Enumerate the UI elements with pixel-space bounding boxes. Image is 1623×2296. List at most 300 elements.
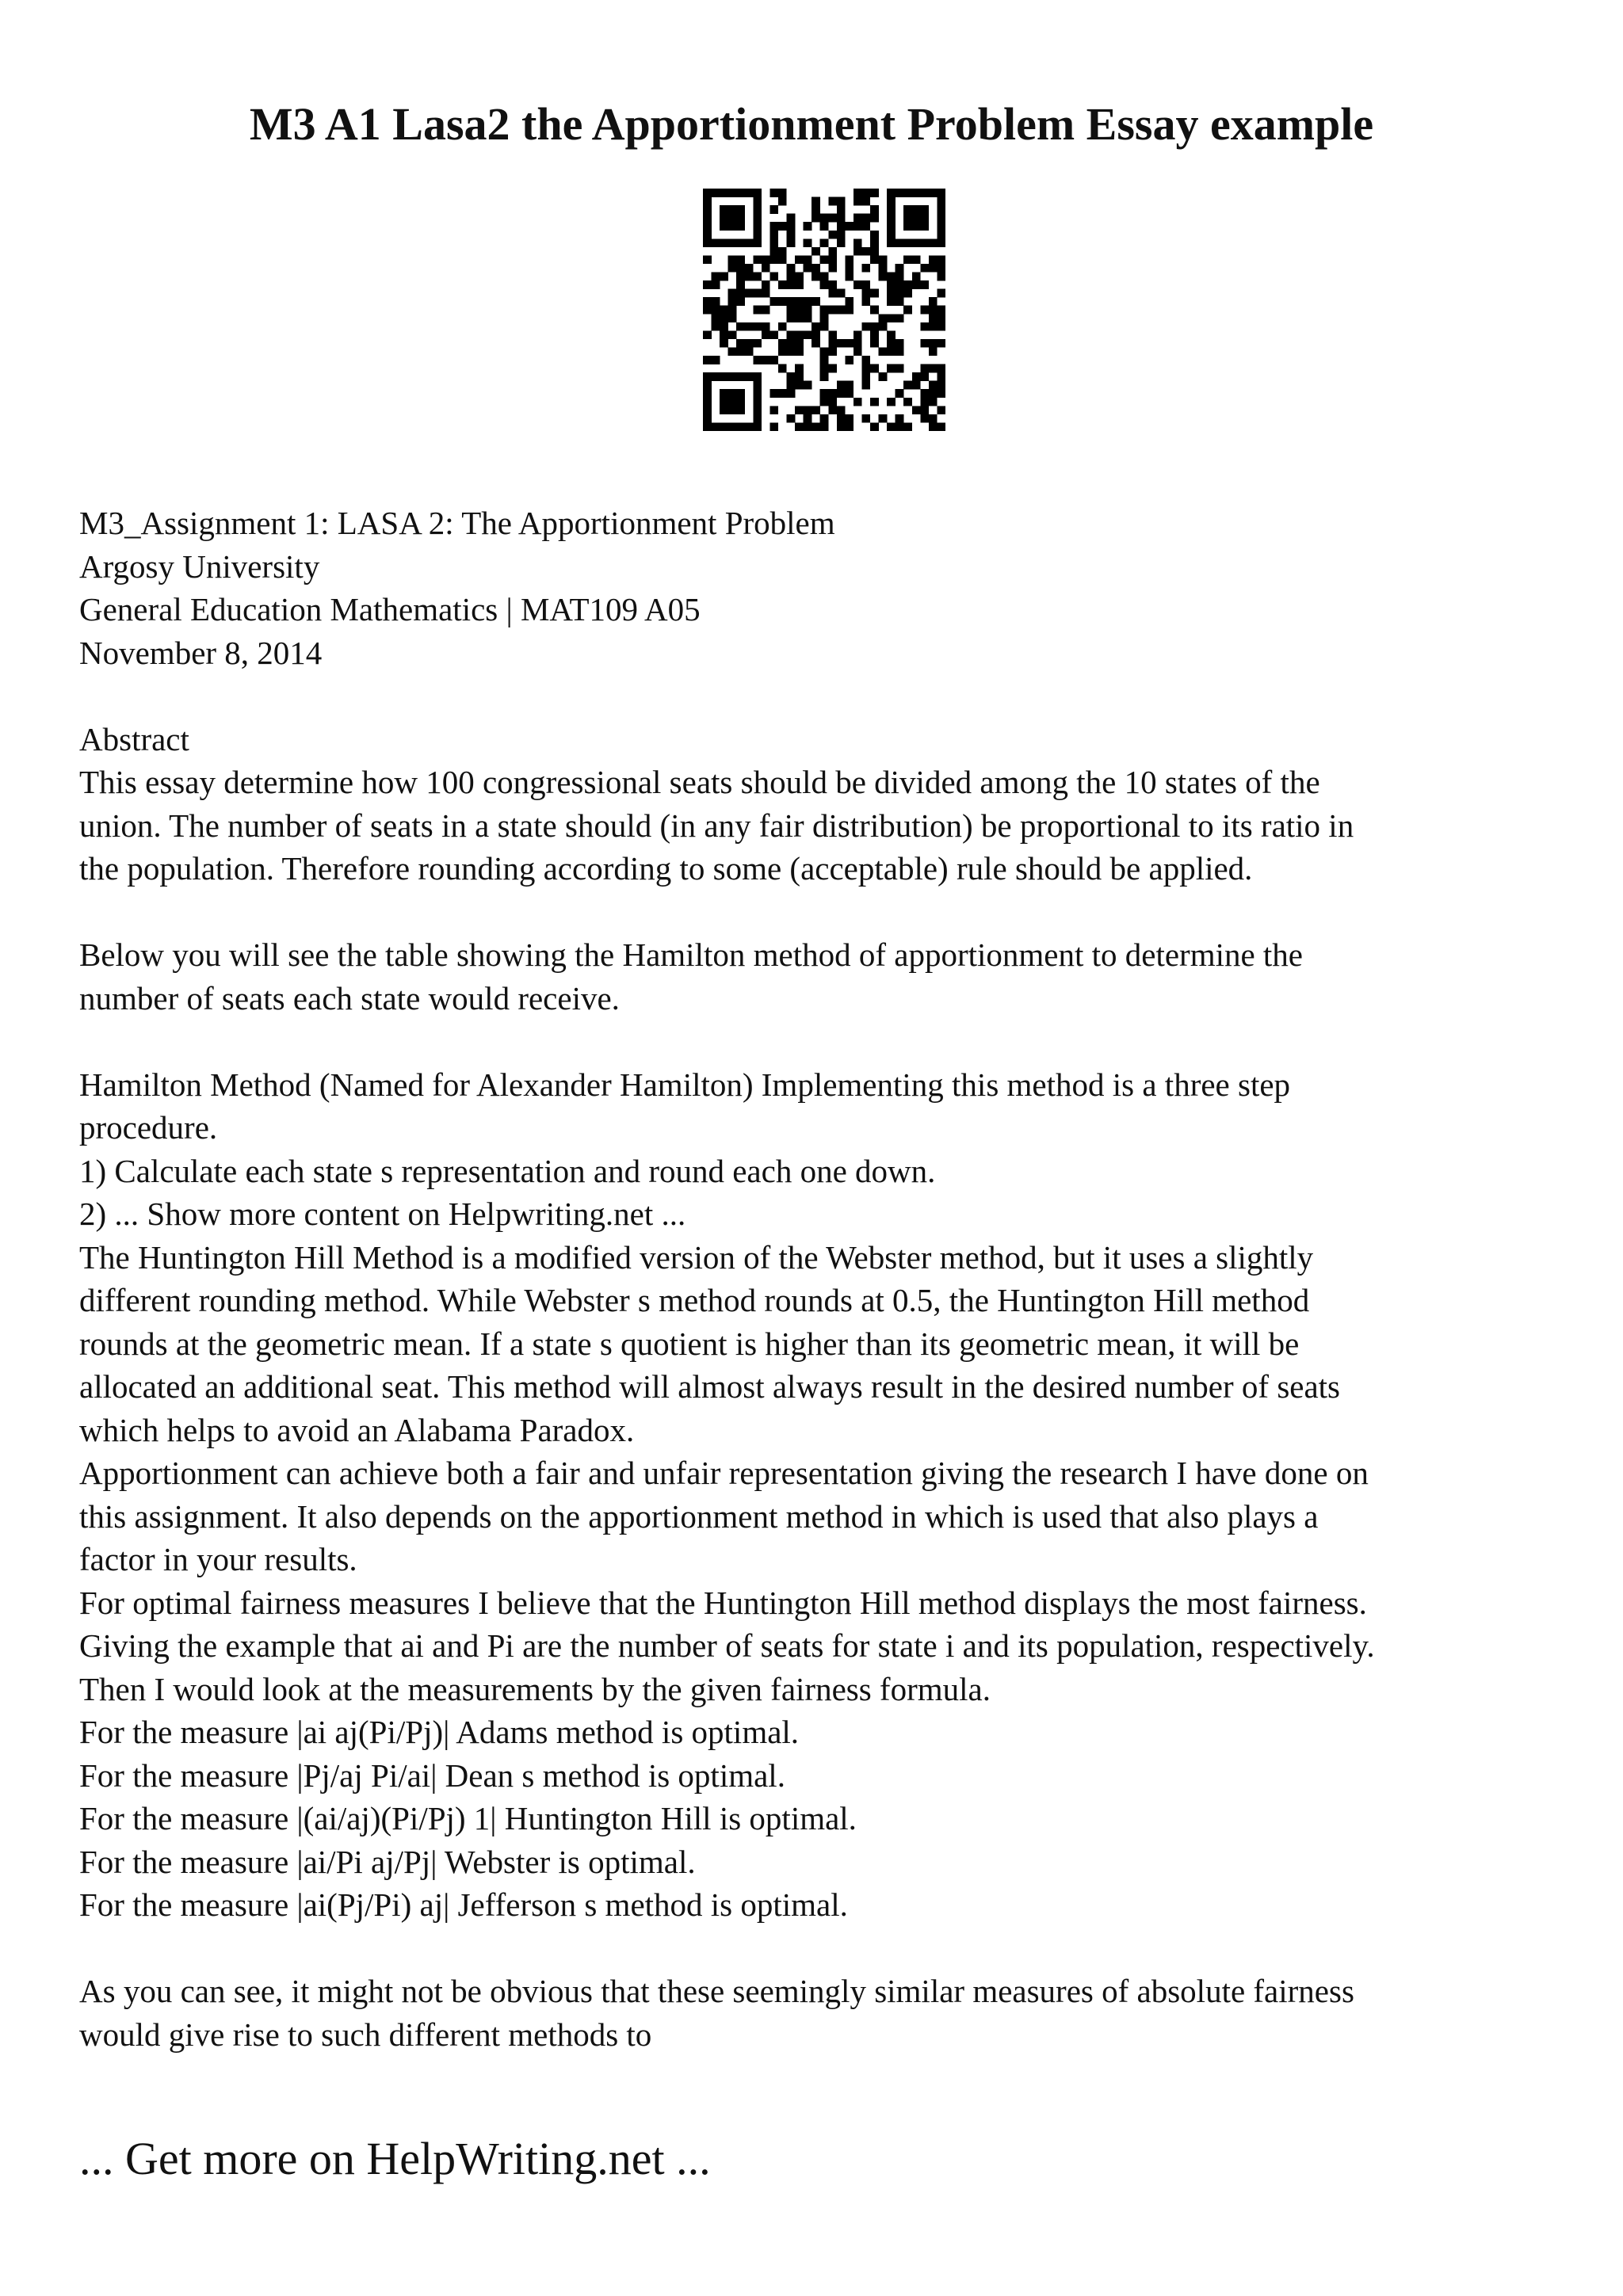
qr-module — [845, 414, 854, 423]
qr-module — [837, 306, 846, 315]
intro-line: number of seats each state would receive. — [79, 979, 620, 1016]
qr-module — [736, 280, 745, 289]
qr-module — [736, 422, 745, 431]
qr-module — [804, 264, 812, 273]
qr-module — [896, 264, 904, 273]
qr-module — [912, 214, 921, 223]
qr-module — [787, 389, 796, 398]
qr-module — [712, 322, 720, 331]
closing-line: would give rise to such different methods to — [79, 2016, 652, 2053]
qr-module — [896, 339, 904, 348]
abstract-line: the population. Therefore rounding according to some (acceptable) rule should be applied. — [79, 850, 1253, 887]
qr-module — [728, 255, 737, 264]
qr-module — [812, 406, 820, 414]
qr-module — [845, 222, 854, 231]
qr-module — [861, 280, 870, 289]
qr-module — [887, 231, 896, 239]
qr-module — [787, 347, 796, 356]
qr-module — [728, 347, 737, 356]
qr-module — [787, 414, 796, 423]
qr-module — [703, 214, 712, 223]
qr-module — [887, 422, 896, 431]
qr-module — [787, 222, 796, 231]
qr-module — [920, 280, 929, 289]
qr-module — [937, 205, 945, 214]
intro-line: Below you will see the table showing the Hamilton method of apportionment to determine the — [79, 936, 1304, 973]
qr-module — [703, 372, 712, 381]
qr-module — [812, 205, 820, 214]
measure-line: For the measure |Pj/aj Pi/ai| Dean s method is optimal. — [79, 1756, 785, 1794]
qr-module — [787, 339, 796, 348]
measure-line: For the measure |ai aj(Pi/Pj)| Adams method is optimal. — [79, 1714, 800, 1750]
qr-module — [728, 372, 737, 381]
qr-module — [845, 255, 854, 264]
qr-module — [728, 238, 737, 247]
qr-module — [937, 197, 945, 206]
qr-module — [870, 330, 879, 339]
qr-module — [820, 322, 829, 331]
qr-module — [736, 406, 745, 414]
qr-module — [703, 297, 712, 306]
qr-module — [736, 372, 745, 381]
qr-module — [703, 306, 712, 315]
qr-module — [903, 289, 912, 298]
qr-module — [887, 347, 896, 356]
qr-module — [879, 264, 888, 273]
qr-module — [937, 322, 945, 331]
qr-module — [820, 306, 829, 315]
qr-module — [937, 372, 945, 381]
qr-module — [887, 238, 896, 247]
body-line: factor in your results. — [79, 1541, 357, 1577]
qr-module — [870, 255, 879, 264]
qr-module — [753, 356, 762, 364]
qr-module — [795, 280, 804, 289]
qr-module — [929, 322, 938, 331]
qr-module — [703, 330, 712, 339]
qr-module — [828, 330, 837, 339]
body-line: Then I would look at the measurements by the given fairness formula. — [79, 1670, 991, 1707]
qr-module — [845, 306, 854, 315]
qr-module — [712, 189, 720, 197]
qr-module — [854, 214, 862, 223]
qr-module — [804, 255, 812, 264]
qr-module — [854, 398, 862, 406]
qr-module — [769, 247, 778, 256]
qr-module — [703, 389, 712, 398]
qr-module — [787, 280, 796, 289]
qr-module — [728, 306, 737, 315]
qr-module — [920, 222, 929, 231]
qr-module — [879, 314, 888, 322]
qr-module — [845, 356, 854, 364]
qr-module — [712, 273, 720, 281]
qr-module — [736, 347, 745, 356]
qr-module — [937, 422, 945, 431]
qr-module — [861, 381, 870, 390]
qr-module — [920, 406, 929, 414]
qr-module — [736, 398, 745, 406]
qr-module — [845, 297, 854, 306]
qr-module — [769, 406, 778, 414]
qr-module — [879, 414, 888, 423]
qr-module — [896, 280, 904, 289]
qr-module — [728, 406, 737, 414]
qr-module — [896, 389, 904, 398]
qr-module — [912, 280, 921, 289]
qr-module — [870, 422, 879, 431]
qr-module — [937, 381, 945, 390]
qr-module — [828, 255, 837, 264]
qr-module — [736, 264, 745, 273]
qr-module — [745, 273, 754, 281]
qr-module — [887, 339, 896, 348]
qr-module — [728, 189, 737, 197]
get-more-link[interactable]: ... Get more on HelpWriting.net ... — [79, 2133, 711, 2184]
qr-module — [712, 314, 720, 322]
qr-module — [745, 372, 754, 381]
qr-module — [778, 197, 787, 206]
qr-module — [870, 231, 879, 239]
qr-module — [845, 389, 854, 398]
qr-module — [896, 422, 904, 431]
qr-module — [736, 322, 745, 331]
qr-module — [812, 339, 820, 348]
qr-module — [795, 255, 804, 264]
qr-module — [861, 264, 870, 273]
qr-module — [778, 322, 787, 331]
qr-module — [870, 247, 879, 256]
qr-module — [820, 389, 829, 398]
qr-module — [787, 372, 796, 381]
qr-module — [728, 297, 737, 306]
qr-module — [736, 255, 745, 264]
qr-module — [753, 381, 762, 390]
qr-module — [929, 264, 938, 273]
qr-module — [861, 197, 870, 206]
qr-module — [828, 398, 837, 406]
qr-module — [720, 339, 728, 348]
qr-module — [920, 264, 929, 273]
qr-module — [762, 264, 770, 273]
qr-module — [745, 289, 754, 298]
qr-module — [778, 389, 787, 398]
qr-module — [712, 306, 720, 315]
qr-module — [720, 422, 728, 431]
qr-module — [903, 222, 912, 231]
qr-module — [703, 356, 712, 364]
qr-module — [870, 289, 879, 298]
qr-module — [929, 189, 938, 197]
qr-module — [787, 231, 796, 239]
qr-module — [879, 255, 888, 264]
qr-module — [762, 280, 770, 289]
qr-module — [820, 255, 829, 264]
qr-module — [795, 406, 804, 414]
qr-module — [736, 289, 745, 298]
qr-module — [812, 214, 820, 223]
qr-module — [720, 372, 728, 381]
qr-module — [903, 189, 912, 197]
qr-module — [870, 339, 879, 348]
qr-module — [870, 238, 879, 247]
qr-module — [778, 255, 787, 264]
qr-module — [703, 238, 712, 247]
qr-module — [828, 264, 837, 273]
qr-module — [820, 398, 829, 406]
qr-module — [720, 306, 728, 315]
qr-module — [769, 389, 778, 398]
qr-module — [753, 222, 762, 231]
qr-module — [828, 247, 837, 256]
qr-module — [937, 339, 945, 348]
qr-module — [728, 422, 737, 431]
qr-module — [820, 414, 829, 423]
qr-module — [870, 322, 879, 331]
qr-module — [753, 231, 762, 239]
qr-module — [929, 389, 938, 398]
qr-module — [837, 339, 846, 348]
qr-module — [769, 222, 778, 231]
qr-module — [753, 398, 762, 406]
qr-module — [903, 280, 912, 289]
qr-module — [820, 280, 829, 289]
qr-module — [787, 273, 796, 281]
qr-module — [736, 205, 745, 214]
qr-module — [879, 273, 888, 281]
document-body — [79, 502, 1569, 2056]
qr-module — [753, 273, 762, 281]
qr-module — [804, 406, 812, 414]
qr-module — [870, 306, 879, 315]
qr-module — [720, 214, 728, 223]
qr-module — [820, 372, 829, 381]
qr-module — [762, 322, 770, 331]
body-block — [79, 1063, 1569, 1927]
qr-module — [879, 347, 888, 356]
qr-module — [828, 306, 837, 315]
qr-module — [745, 264, 754, 273]
qr-module — [896, 297, 904, 306]
body-line: this assignment. It also depends on the apportionment method in which is used that also plays a — [79, 1497, 1319, 1535]
qr-module — [753, 306, 762, 315]
qr-module — [837, 389, 846, 398]
qr-module — [896, 238, 904, 247]
qr-module — [896, 314, 904, 322]
qr-code-icon — [703, 189, 945, 431]
qr-module — [712, 422, 720, 431]
qr-module — [937, 406, 945, 414]
qr-module — [795, 381, 804, 390]
qr-module — [769, 422, 778, 431]
qr-module — [820, 238, 829, 247]
qr-module — [887, 364, 896, 373]
qr-module — [745, 422, 754, 431]
abstract-block — [79, 718, 1569, 891]
qr-module — [920, 238, 929, 247]
qr-module — [769, 255, 778, 264]
qr-module — [896, 347, 904, 356]
qr-module — [896, 273, 904, 281]
qr-module — [861, 222, 870, 231]
qr-module — [879, 322, 888, 331]
qr-module — [937, 189, 945, 197]
qr-module — [769, 356, 778, 364]
qr-module — [736, 389, 745, 398]
qr-module — [703, 414, 712, 423]
body-line: The Huntington Hill Method is a modified version of the Webster method, but it uses a slightly — [79, 1238, 1314, 1276]
qr-module — [745, 189, 754, 197]
body-line: different rounding method. While Webster s method rounds at 0.5, the Huntington Hill method — [79, 1282, 1310, 1318]
qr-module — [854, 280, 862, 289]
qr-module — [929, 339, 938, 348]
qr-module — [753, 205, 762, 214]
qr-module — [812, 273, 820, 281]
qr-module — [861, 189, 870, 197]
qr-module — [787, 314, 796, 322]
qr-module — [912, 222, 921, 231]
body-line: For optimal fairness measures I believe that the Huntington Hill method displays the most fairness. — [79, 1584, 1367, 1621]
qr-module — [745, 322, 754, 331]
qr-module — [745, 347, 754, 356]
qr-module — [854, 222, 862, 231]
qr-module — [795, 364, 804, 373]
qr-module — [861, 297, 870, 306]
qr-module — [703, 222, 712, 231]
qr-module — [703, 398, 712, 406]
qr-module — [845, 264, 854, 273]
qr-module — [795, 372, 804, 381]
qr-module — [728, 289, 737, 298]
document-title: M3 A1 Lasa2 the Apportionment Problem Essay example — [249, 98, 1374, 150]
qr-module — [887, 297, 896, 306]
qr-module — [720, 238, 728, 247]
body-line: Hamilton Method (Named for Alexander Hamilton) Implementing this method is a three step — [79, 1066, 1291, 1103]
qr-module — [828, 364, 837, 373]
qr-module — [937, 231, 945, 239]
qr-module — [837, 205, 846, 214]
qr-module — [837, 289, 846, 298]
qr-module — [804, 422, 812, 431]
measure-line: For the measure |(ai/aj)(Pi/Pj) 1| Huntington Hill is optimal. — [79, 1800, 857, 1836]
measure-line: For the measure |ai/Pi aj/Pj| Webster is optimal. — [79, 1843, 696, 1880]
qr-module — [828, 347, 837, 356]
qr-module — [845, 273, 854, 281]
qr-module — [861, 372, 870, 381]
qr-module — [929, 238, 938, 247]
qr-module — [937, 314, 945, 322]
qr-module — [887, 189, 896, 197]
qr-module — [854, 347, 862, 356]
qr-module — [837, 231, 846, 239]
qr-module — [728, 398, 737, 406]
abstract-line: This essay determine how 100 congressional seats should be divided among the 10 states of the — [79, 764, 1320, 800]
qr-module — [804, 314, 812, 322]
qr-module — [929, 414, 938, 423]
qr-module — [745, 339, 754, 348]
qr-module — [837, 214, 846, 223]
qr-module — [912, 238, 921, 247]
qr-module — [896, 414, 904, 423]
qr-module — [762, 306, 770, 315]
qr-module — [912, 381, 921, 390]
qr-module — [903, 205, 912, 214]
qr-module — [762, 356, 770, 364]
qr-module — [920, 389, 929, 398]
qr-module — [812, 322, 820, 331]
qr-module — [828, 197, 837, 206]
qr-module — [812, 197, 820, 206]
qr-module — [861, 322, 870, 331]
qr-module — [870, 364, 879, 373]
qr-module — [720, 189, 728, 197]
qr-module — [912, 406, 921, 414]
body-line: Apportionment can achieve both a fair and unfair representation giving the research I have done on — [79, 1455, 1369, 1491]
qr-module — [778, 347, 787, 356]
qr-module — [787, 214, 796, 223]
qr-module — [720, 330, 728, 339]
qr-module — [787, 297, 796, 306]
qr-module — [937, 264, 945, 273]
qr-module — [753, 406, 762, 414]
qr-module — [920, 414, 929, 423]
qr-module — [720, 205, 728, 214]
qr-module — [820, 214, 829, 223]
qr-module — [720, 273, 728, 281]
qr-module — [736, 214, 745, 223]
qr-module — [937, 289, 945, 298]
qr-module — [861, 364, 870, 373]
qr-module — [795, 422, 804, 431]
qr-module — [753, 255, 762, 264]
qr-module — [753, 238, 762, 247]
qr-module — [887, 205, 896, 214]
qr-module — [854, 189, 862, 197]
qr-module — [762, 255, 770, 264]
qr-module — [837, 381, 846, 390]
qr-module — [753, 372, 762, 381]
qr-module — [854, 339, 862, 348]
qr-module — [795, 314, 804, 322]
qr-module — [762, 330, 770, 339]
qr-module — [787, 306, 796, 315]
qr-module — [753, 189, 762, 197]
intro-block — [79, 933, 1569, 1020]
body-line: allocated an additional seat. This method will almost always result in the desired number of seats — [79, 1368, 1341, 1405]
qr-module — [828, 214, 837, 223]
qr-module — [769, 189, 778, 197]
qr-module — [795, 306, 804, 315]
qr-module — [804, 297, 812, 306]
qr-module — [929, 381, 938, 390]
qr-module — [828, 406, 837, 414]
qr-module — [703, 280, 712, 289]
qr-module — [778, 364, 787, 373]
body-line: procedure. — [79, 1109, 218, 1146]
qr-module — [854, 238, 862, 247]
qr-module — [728, 205, 737, 214]
qr-module — [912, 189, 921, 197]
qr-module — [870, 205, 879, 214]
qr-module — [720, 222, 728, 231]
qr-module — [728, 214, 737, 223]
qr-module — [870, 189, 879, 197]
qr-module — [845, 422, 854, 431]
qr-module — [861, 414, 870, 423]
qr-module — [753, 214, 762, 223]
qr-module — [753, 197, 762, 206]
qr-module — [703, 406, 712, 414]
